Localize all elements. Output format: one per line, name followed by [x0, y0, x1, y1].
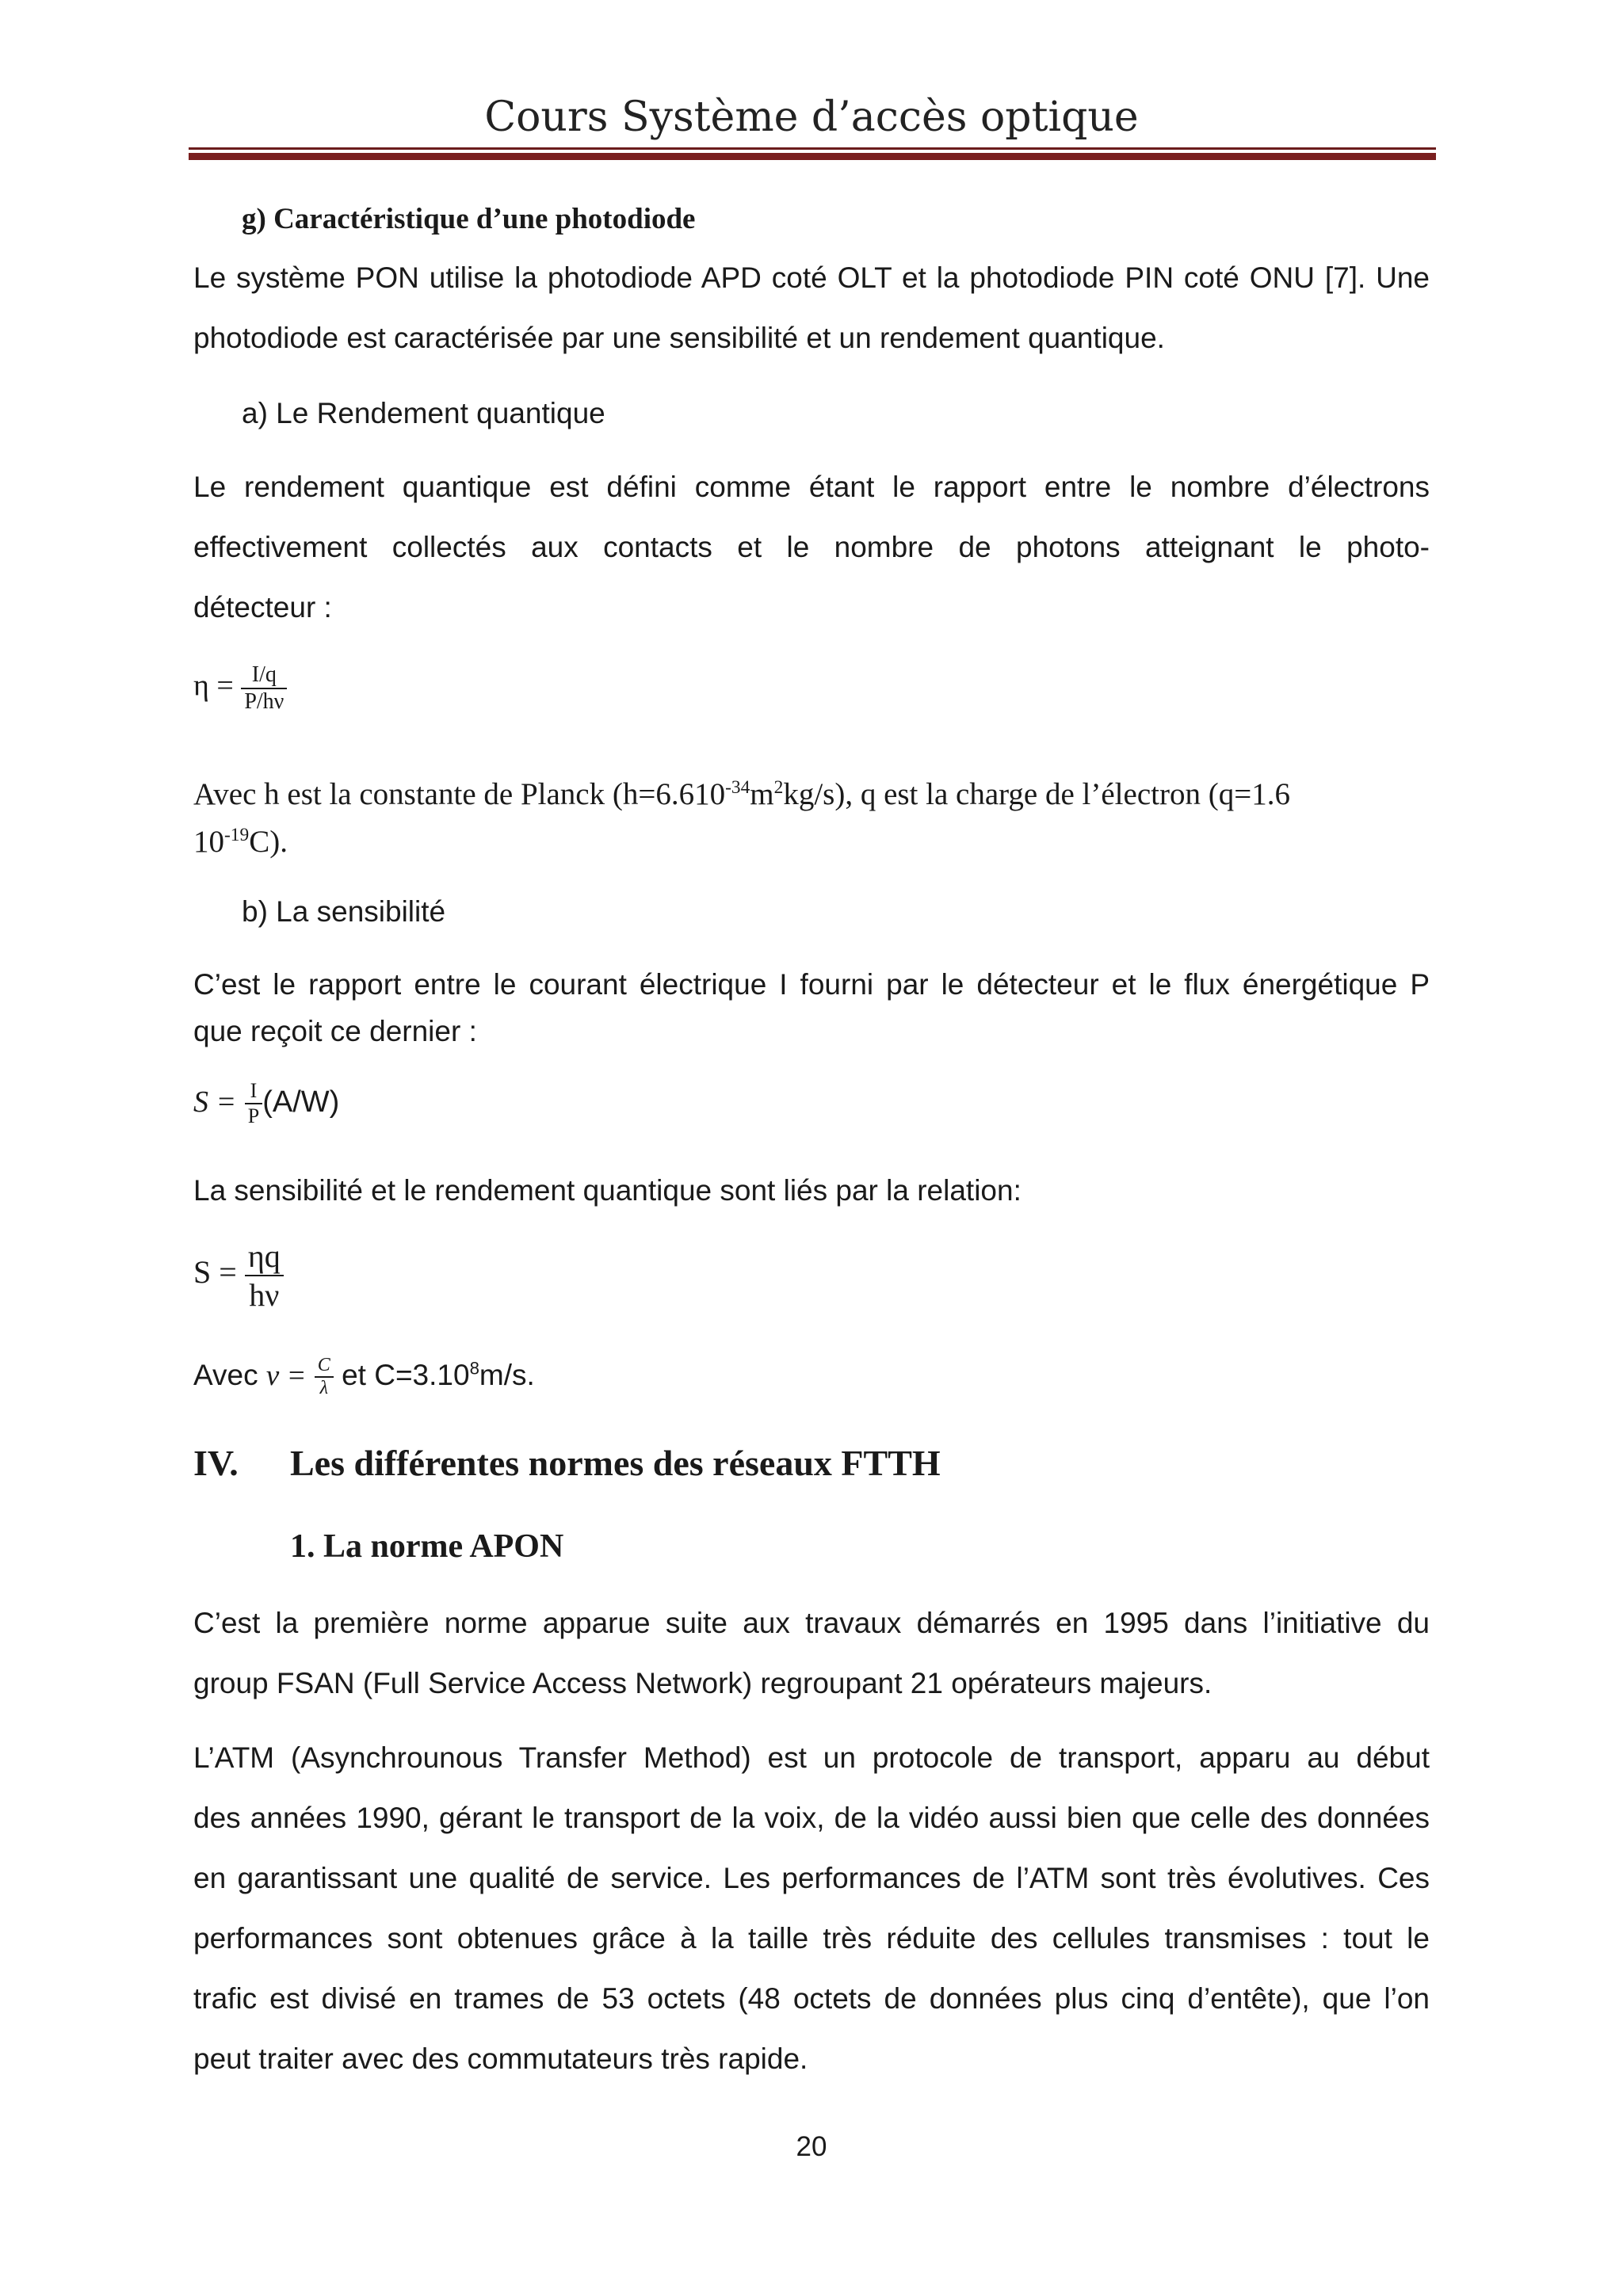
planck-text-c: kg/s), q est la charge de l’électron (q=1.6 [783, 777, 1290, 811]
header-rule-thin [189, 147, 1436, 150]
running-header-title: Cours Système d’accès optique [484, 93, 1139, 141]
sensitivity-denominator: P [245, 1103, 262, 1128]
light-speed-exponent: 8 [469, 1358, 479, 1379]
section-g-heading: g) Caractéristique d’une photodiode [242, 203, 696, 235]
planck-constant-line1 [193, 776, 1290, 812]
sensitivity-lhs: S = [193, 1085, 237, 1119]
planck-text-b: m [750, 777, 774, 811]
section-iv-numeral: IV. [193, 1443, 239, 1483]
apon-para2-line4: performances sont obtenues grâce à la taille très réduite des cellules transmises : tout le [193, 1922, 1430, 1955]
frequency-fraction [315, 1355, 334, 1399]
apon-para2-line5: trafic est divisé en trames de 53 octets (48 octets de données plus cinq d’entête), que l’on [193, 1982, 1430, 2015]
page-number: 20 [796, 2131, 827, 2162]
frequency-denominator: λ [315, 1376, 334, 1399]
relation-numerator: ηq [247, 1238, 281, 1274]
sub-a-line1: Le rendement quantique est défini comme étant le rapport entre le nombre d’électrons [193, 471, 1430, 503]
planck-text-a: Avec h est la constante de Planck (h=6.610 [193, 777, 726, 811]
electron-charge-base: 10 [193, 825, 224, 859]
apon-para2-line1: L’ATM (Asynchrounous Transfer Method) est un protocole de transport, apparu au début [193, 1741, 1430, 1774]
section-iv-title: Les différentes normes des réseaux FTTH [290, 1443, 941, 1483]
sub-b-line2: que reçoit ce dernier : [193, 1015, 477, 1047]
section-g-para-line2: photodiode est caractérisée par une sensibilité et un rendement quantique. [193, 322, 1165, 354]
frequency-lhs: ν = [265, 1359, 307, 1392]
equation-lhs: η = [193, 669, 234, 703]
frequency-prefix: Avec [193, 1358, 258, 1391]
equation-fraction [241, 662, 287, 715]
apon-para2-line2: des années 1990, gérant le transport de la voix, de la vidéo aussi bien que celle des données [193, 1802, 1430, 1834]
sub-a-line3: détecteur : [193, 591, 332, 624]
sensitivity-equation [193, 1079, 339, 1128]
electron-charge-unit: C). [249, 825, 288, 859]
section-g-para-line1: Le système PON utilise la photodiode APD coté OLT et la photodiode PIN coté ONU [7]. Une [193, 261, 1430, 294]
fraction-numerator: I/q [251, 662, 277, 687]
frequency-numerator: C [317, 1355, 330, 1375]
relation-fraction [245, 1238, 284, 1314]
apon-para2-line6: peut traiter avec des commutateurs très rapide. [193, 2042, 808, 2075]
relation-text: La sensibilité et le rendement quantique sont liés par la relation: [193, 1174, 1022, 1207]
light-speed-unit: m/s. [479, 1358, 535, 1391]
sensitivity-fraction [245, 1079, 262, 1128]
sensitivity-numerator: I [250, 1079, 258, 1102]
subsection-b-heading: b) La sensibilité [242, 895, 446, 928]
electron-charge-exponent: -19 [224, 825, 250, 845]
relation-equation [193, 1238, 284, 1314]
planck-constant-line2 [193, 824, 288, 860]
apon-subheading: 1. La norme APON [290, 1528, 564, 1565]
light-speed-text: et C=3.10 [342, 1358, 470, 1391]
relation-lhs: S = [193, 1254, 237, 1291]
sub-a-line2: effectivement collectés aux contacts et le nombre de photons atteignant le photo- [193, 531, 1430, 563]
planck-exponent-1: -34 [725, 777, 750, 798]
fraction-denominator: P/hν [241, 688, 287, 715]
apon-para1-line2: group FSAN (Full Service Access Network) regroupant 21 opérateurs majeurs. [193, 1667, 1212, 1699]
relation-denominator: hν [245, 1275, 284, 1314]
header-rule-thick [189, 153, 1436, 160]
apon-para1-line1: C’est la première norme apparue suite aux travaux démarrés en 1995 dans l’initiative du [193, 1607, 1430, 1639]
sub-b-line1: C’est le rapport entre le courant électrique I fourni par le détecteur et le flux énergétique P [193, 968, 1430, 1001]
subsection-a-heading: a) Le Rendement quantique [242, 397, 605, 429]
frequency-definition [193, 1355, 535, 1399]
apon-para2-line3: en garantissant une qualité de service. Les performances de l’ATM sont très évolutives. Ces [193, 1862, 1430, 1894]
quantum-efficiency-equation [193, 662, 287, 715]
sensitivity-unit: (A/W) [262, 1085, 340, 1119]
planck-exponent-2: 2 [773, 777, 784, 798]
